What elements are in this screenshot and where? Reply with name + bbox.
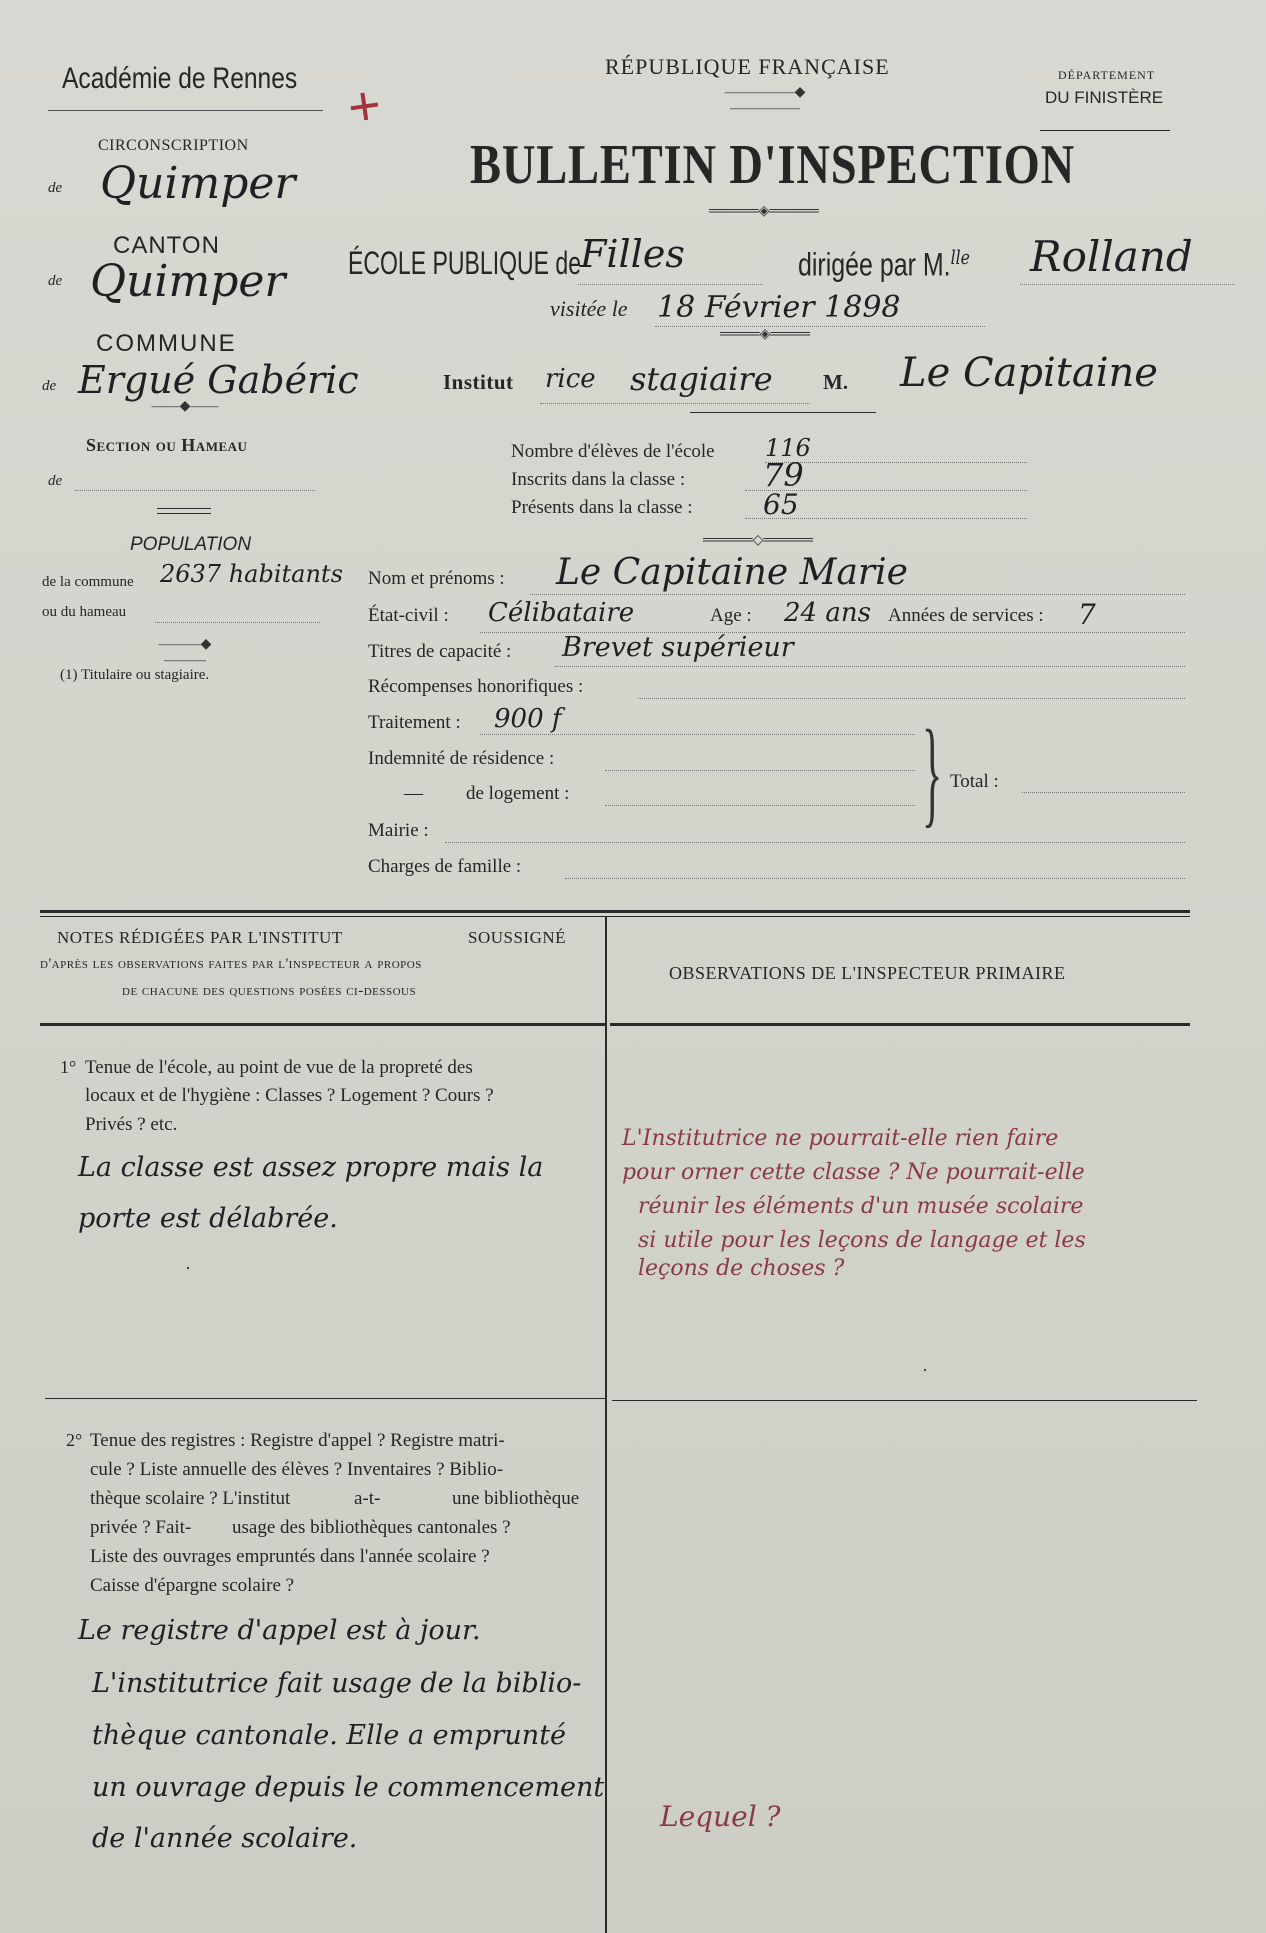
visitee-label: visitée le bbox=[550, 296, 628, 321]
section-line bbox=[75, 490, 315, 491]
q2-answer-line5: de l'année scolaire. bbox=[92, 1823, 358, 1854]
canton-prefix: de bbox=[48, 273, 63, 289]
q1-answer-line1: La classe est assez propre mais la bbox=[78, 1152, 544, 1183]
notes-header-line3: de chacune des questions posées ci-dessous bbox=[122, 983, 417, 999]
institut-name: Le Capitaine bbox=[900, 350, 1158, 396]
logement-dash: — bbox=[404, 783, 423, 804]
ornament-top: —————◆————— bbox=[724, 85, 806, 116]
departement-value: DU FINISTÈRE bbox=[1045, 88, 1164, 107]
inscrits-label: Inscrits dans la classe : bbox=[511, 469, 686, 490]
academie-label: Académie de Rennes bbox=[62, 62, 298, 95]
ecole-prefix-label: ÉCOLE PUBLIQUE de bbox=[348, 245, 582, 281]
institut-suffix: rice bbox=[545, 364, 596, 394]
q2-text-line6: Caisse d'épargne scolaire ? bbox=[90, 1575, 295, 1596]
dirigee-label bbox=[798, 245, 970, 284]
commune-label: COMMUNE bbox=[96, 330, 237, 357]
q1-text-line3: Privés ? etc. bbox=[85, 1114, 178, 1135]
age-label: Age : bbox=[710, 605, 752, 626]
etat-value: Célibataire bbox=[488, 598, 635, 628]
observations-header: OBSERVATIONS DE L'INSPECTEUR PRIMAIRE bbox=[669, 963, 1066, 983]
q2-text-line4a: privée ? Fait- bbox=[90, 1517, 192, 1538]
notes-header-line2: d'après les observations faites par l'inspecteur a propos bbox=[40, 956, 422, 972]
directrice-name: Rolland bbox=[1030, 232, 1193, 281]
q2-text-line2: cule ? Liste annuelle des élèves ? Inventaires ? Biblio- bbox=[90, 1459, 504, 1480]
titres-value: Brevet supérieur bbox=[562, 632, 794, 663]
logement-label: de logement : bbox=[466, 783, 570, 804]
pop-commune-value: 2637 habitants bbox=[160, 560, 343, 588]
q1-bottom-rule-right bbox=[612, 1400, 1197, 1401]
q1-inspector-line5: leçons de choses ? bbox=[638, 1256, 845, 1281]
dirigee-sup: lle bbox=[950, 245, 970, 269]
traitement-line bbox=[480, 734, 915, 735]
q2-number: 2° bbox=[66, 1430, 83, 1450]
ecole-line bbox=[578, 284, 763, 285]
institut-line bbox=[540, 403, 810, 404]
total-brace: } bbox=[922, 705, 943, 838]
q2-answer-line4: un ouvrage depuis le commencement bbox=[92, 1772, 605, 1803]
eleves-value: 116 bbox=[765, 434, 811, 462]
commune-value: Ergué Gabéric bbox=[78, 358, 359, 402]
circonscription-label: CIRCONSCRIPTION bbox=[98, 137, 249, 154]
charges-label: Charges de famille : bbox=[368, 856, 522, 877]
q1-inspector-line3: réunir les éléments d'un musée scolaire bbox=[638, 1194, 1084, 1219]
dirigee-text: dirigée par M. bbox=[798, 246, 951, 283]
etat-label: État-civil : bbox=[368, 605, 449, 626]
q2-text-line1: Tenue des registres : Registre d'appel ? Registre matri- bbox=[90, 1430, 505, 1451]
pop-hameau-label: ou du hameau bbox=[42, 604, 127, 620]
institut-label: Institut bbox=[443, 370, 514, 394]
ornament-title: ═════◈═════ bbox=[709, 204, 819, 219]
q2-text-line3c: une bibliothèque bbox=[452, 1488, 580, 1509]
annees-value: 7 bbox=[1078, 598, 1096, 631]
q1-text-line2: locaux et de l'hygiène : Classes ? Logement ? Cours ? bbox=[85, 1085, 494, 1106]
q1-answer-line2: porte est délabrée. bbox=[78, 1203, 338, 1234]
ornament-visitee: ════◈════ bbox=[719, 327, 811, 342]
circonscription-prefix: de bbox=[48, 180, 63, 196]
institut-status: stagiaire bbox=[630, 360, 773, 398]
inscrits-value: 79 bbox=[763, 456, 804, 494]
q2-text-line3b: a-t- bbox=[354, 1488, 381, 1509]
q2-text-line3a: thèque scolaire ? L'institut bbox=[90, 1488, 291, 1509]
ecole-type-value: Filles bbox=[580, 232, 685, 276]
document-title: BULLETIN D'INSPECTION bbox=[470, 134, 1076, 196]
q1-inspector-line1: L'Institutrice ne pourrait-elle rien faire bbox=[622, 1126, 1059, 1151]
q2-text-line5: Liste des ouvrages empruntés dans l'année scolaire ? bbox=[90, 1546, 490, 1567]
nom-label: Nom et prénoms : bbox=[368, 568, 505, 589]
mairie-line bbox=[445, 842, 1185, 843]
q1-inspector-line2: pour orner cette classe ? Ne pourrait-elle bbox=[622, 1160, 1085, 1185]
q1-text-line1: Tenue de l'école, au point de vue de la propreté des bbox=[85, 1057, 473, 1078]
ornament-population: ———◆——— bbox=[158, 637, 212, 668]
recompenses-label: Récompenses honorifiques : bbox=[368, 676, 584, 697]
table-column-divider bbox=[605, 916, 607, 1933]
q2-inspector-note: Lequel ? bbox=[660, 1800, 781, 1833]
q1-dot: · bbox=[185, 1258, 191, 1278]
section-label: Section ou Hameau bbox=[86, 435, 248, 455]
section-rule-1 bbox=[157, 508, 211, 509]
pop-commune-label: de la commune bbox=[42, 574, 134, 590]
total-label: Total : bbox=[950, 771, 999, 792]
departement-label: DÉPARTEMENT bbox=[1058, 68, 1156, 82]
q1-inspector-line4: si utile pour les leçons de langage et les bbox=[638, 1228, 1086, 1253]
nom-value: Le Capitaine Marie bbox=[556, 552, 908, 593]
q1-bottom-rule-left bbox=[45, 1398, 605, 1399]
q2-answer-line1: Le registre d'appel est à jour. bbox=[78, 1615, 481, 1646]
presents-value: 65 bbox=[763, 488, 799, 521]
population-label: POPULATION bbox=[130, 534, 252, 555]
logement-line bbox=[605, 805, 915, 806]
canton-value: Quimper bbox=[90, 256, 286, 307]
section-prefix: de bbox=[48, 473, 63, 489]
recompenses-line bbox=[638, 698, 1185, 699]
footnote: (1) Titulaire ou stagiaire. bbox=[60, 667, 210, 683]
charges-line bbox=[565, 878, 1185, 879]
canton-label: CANTON bbox=[113, 232, 220, 259]
table-header-rule-right bbox=[610, 1023, 1190, 1026]
presents-line bbox=[745, 518, 1027, 519]
pop-hameau-line bbox=[155, 622, 320, 623]
circonscription-value: Quimper bbox=[100, 158, 296, 209]
q2-text-line4b: usage des bibliothèques cantonales ? bbox=[232, 1517, 511, 1538]
indemnite-label: Indemnité de résidence : bbox=[368, 748, 555, 769]
republique-label: RÉPUBLIQUE FRANÇAISE bbox=[605, 54, 890, 79]
visitee-date: 18 Février 1898 bbox=[657, 290, 901, 325]
ornament-commune: ——◆—— bbox=[151, 399, 219, 414]
q2-answer-line3: thèque cantonale. Elle a emprunté bbox=[92, 1720, 567, 1751]
directrice-line bbox=[1020, 284, 1235, 285]
notes-header-line1: NOTES RÉDIGÉES PAR L'INSTITUT bbox=[57, 928, 343, 947]
table-top-rule-thin bbox=[40, 916, 1190, 917]
table-header-rule-left bbox=[40, 1023, 605, 1026]
departement-underline bbox=[1040, 130, 1170, 131]
traitement-value: 900 f bbox=[494, 704, 562, 734]
section-rule-2 bbox=[157, 513, 211, 514]
age-value: 24 ans bbox=[784, 598, 871, 628]
ornament-effectifs: ═════◇═════ bbox=[703, 533, 813, 548]
institut-m: M. bbox=[823, 370, 849, 394]
q2-answer-line2: L'institutrice fait usage de la biblio- bbox=[92, 1668, 582, 1699]
commune-prefix: de bbox=[42, 378, 57, 394]
titres-label: Titres de capacité : bbox=[368, 641, 512, 662]
institut-rule bbox=[690, 412, 876, 413]
q1-number: 1° bbox=[60, 1057, 77, 1077]
annees-label: Années de services : bbox=[888, 605, 1044, 626]
indemnite-line bbox=[605, 770, 915, 771]
notes-header-line1-right: SOUSSIGNÉ bbox=[468, 928, 567, 947]
eleves-label: Nombre d'élèves de l'école bbox=[511, 441, 715, 462]
eleves-line bbox=[765, 462, 1027, 463]
table-top-rule-thick bbox=[40, 910, 1190, 913]
nom-line bbox=[530, 594, 1185, 595]
titres-line bbox=[555, 666, 1185, 667]
red-cross-mark: + bbox=[343, 72, 385, 139]
presents-label: Présents dans la classe : bbox=[511, 497, 693, 518]
traitement-label: Traitement : bbox=[368, 712, 461, 733]
mairie-label: Mairie : bbox=[368, 820, 429, 841]
q1-inspector-dot: · bbox=[922, 1360, 928, 1380]
academie-underline bbox=[48, 110, 323, 111]
total-line bbox=[1022, 792, 1185, 793]
